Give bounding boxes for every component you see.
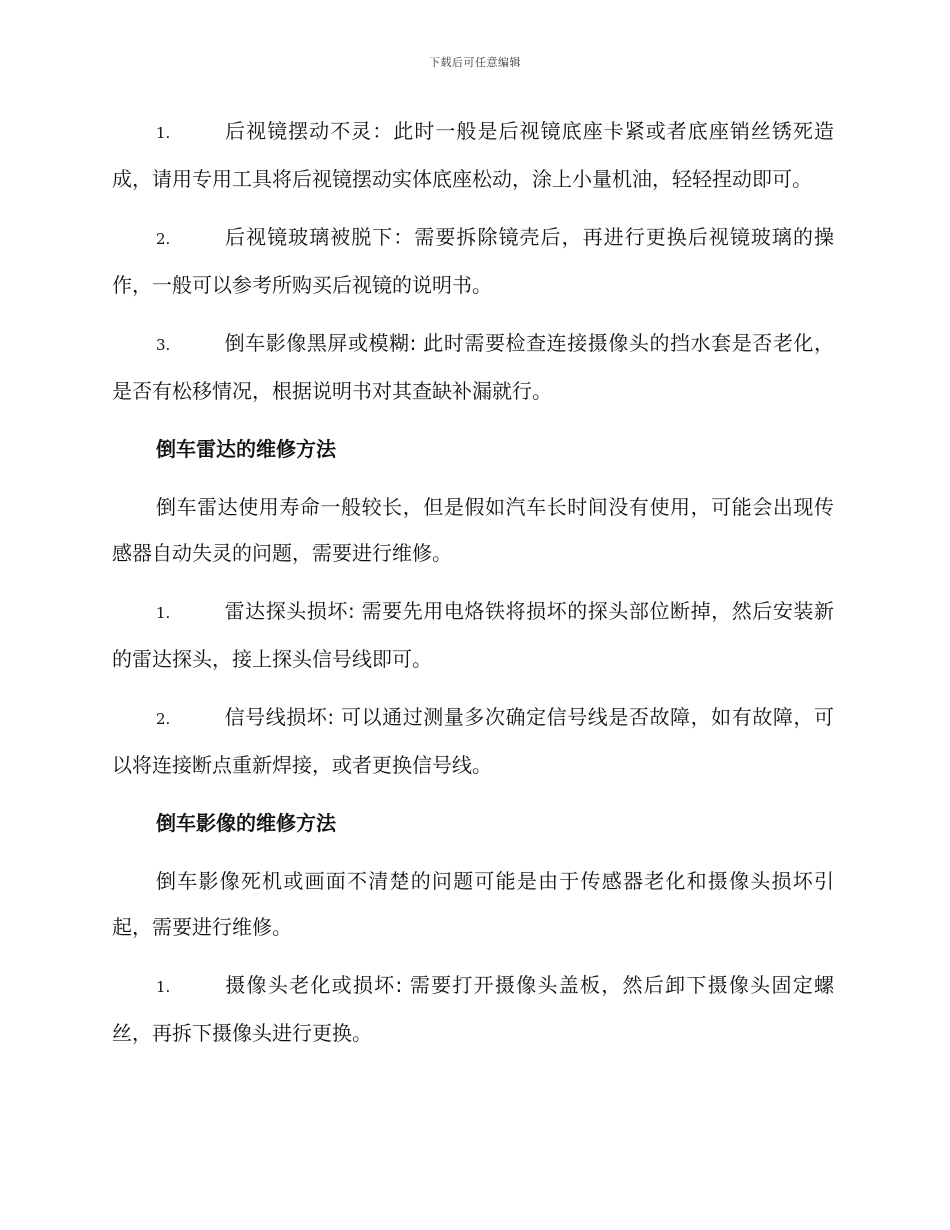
list-item — [112, 962, 834, 1056]
document-body — [112, 108, 834, 1068]
list-number: 2. — [156, 710, 171, 728]
list-item-text: 后视镜玻璃被脱下：需要拆除镜壳后，再进行更换后视镜玻璃的操作，一般可以参考所购买后视镜的说明书。 — [112, 225, 834, 297]
list-item-text: 信号线损坏: 可以通过测量多次确定信号线是否故障，如有故障，可以将连接断点重新焊接，或者更换信号线。 — [112, 705, 834, 777]
section-intro-camera: 倒车影像死机或画面不清楚的问题可能是由于传感器老化和摄像头损坏引起，需要进行维修。 — [112, 869, 834, 939]
list-item-text: 雷达探头损坏: 需要先用电烙铁将损坏的探头部位断掉，然后安装新的雷达探头，接上探头信号线即可。 — [112, 599, 834, 671]
section-heading-camera: 倒车影像的维修方法 — [156, 811, 336, 835]
list-item-text: 倒车影像黑屏或模糊: 此时需要检查连接摄像头的挡水套是否老化，是否有松移情况，根据说明书对其查缺补漏就行。 — [112, 331, 834, 403]
list-number: 1. — [156, 604, 171, 622]
list-item — [112, 694, 834, 788]
header-note: 下载后可任意编辑 — [429, 56, 521, 69]
list-number: 1. — [156, 124, 171, 142]
section-intro-radar: 倒车雷达使用寿命一般较长，但是假如汽车长时间没有使用，可能会出现传感器自动失灵的问题，需要进行维修。 — [112, 495, 834, 565]
list-item — [112, 320, 834, 414]
list-number: 1. — [156, 978, 171, 996]
list-number: 2. — [156, 230, 171, 248]
list-item — [112, 108, 834, 202]
list-item — [112, 588, 834, 682]
list-item-text: 摄像头老化或损坏: 需要打开摄像头盖板，然后卸下摄像头固定螺丝，再拆下摄像头进行更换。 — [112, 973, 834, 1045]
list-number: 3. — [156, 336, 171, 354]
section-heading-radar: 倒车雷达的维修方法 — [156, 437, 336, 461]
list-item — [112, 214, 834, 308]
list-item-text: 后视镜摆动不灵：此时一般是后视镜底座卡紧或者底座销丝锈死造成，请用专用工具将后视镜摆动实体底座松动，涂上小量机油，轻轻捏动即可。 — [112, 119, 834, 191]
